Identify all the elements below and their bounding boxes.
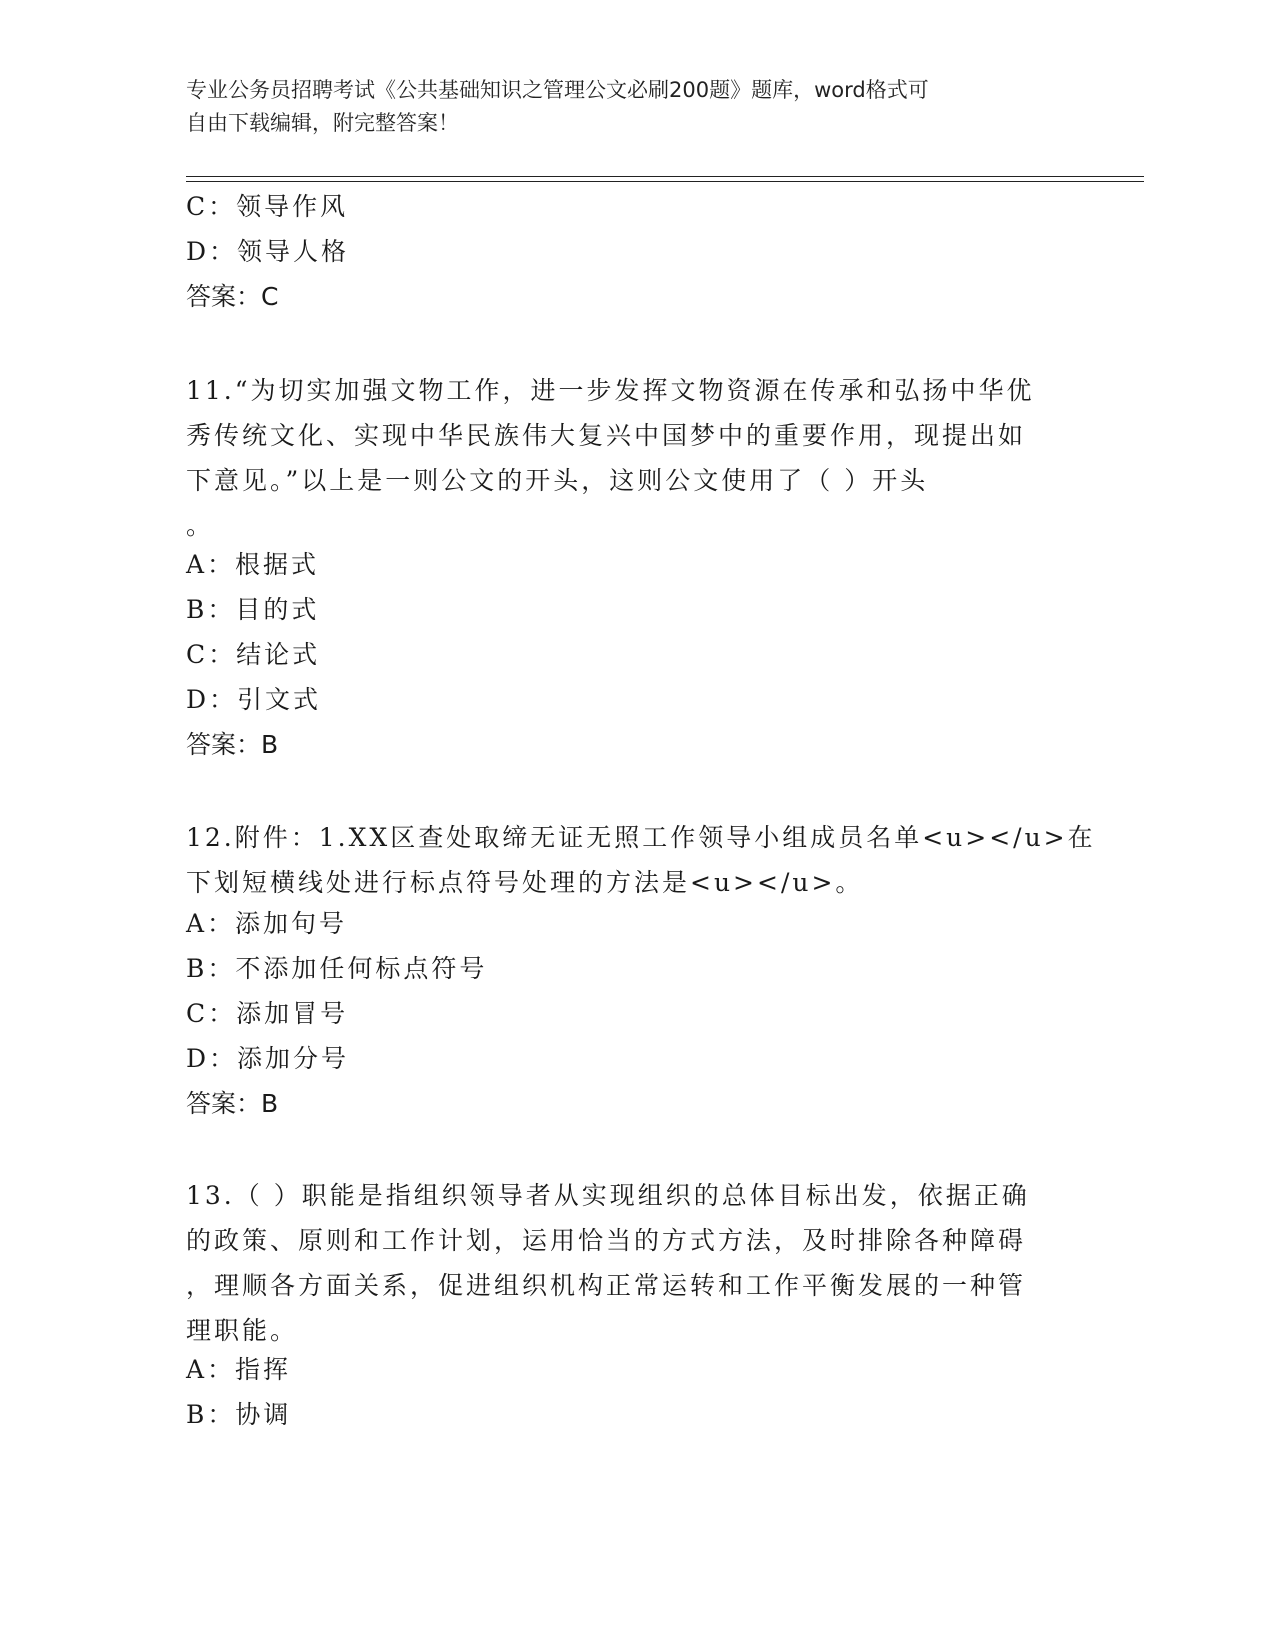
stem-line: ，理顺各方面关系，促进组织机构正常运转和工作平衡发展的一种管: [186, 1271, 1027, 1300]
stem-line: 的政策、原则和工作计划，运用恰当的方式方法，及时排除各种障碍: [186, 1226, 1027, 1255]
answer: 答案：B: [186, 730, 279, 759]
option-d: D：添加分号: [186, 1044, 350, 1073]
option-a: A：指挥: [186, 1355, 292, 1384]
option-d: D：领导人格: [186, 237, 350, 266]
option-d: D：引文式: [186, 685, 322, 714]
option-b: B：目的式: [186, 595, 320, 624]
question-13-stem: [186, 1173, 1086, 1353]
option-c: C：结论式: [186, 640, 321, 669]
header-divider-top: [186, 176, 1144, 177]
option-c: C：领导作风: [186, 192, 349, 221]
stem-line: 下意见。”以上是一则公文的开头，这则公文使用了（ ）开头: [186, 466, 929, 495]
document-header: [186, 74, 1086, 140]
option-c: C：添加冒号: [186, 999, 349, 1028]
stem-line: 理职能。: [186, 1316, 299, 1345]
answer: 答案：B: [186, 1089, 279, 1118]
option-b: B：协调: [186, 1400, 292, 1429]
stem-line: 秀传统文化、实现中华民族伟大复兴中国梦中的重要作用，现提出如: [186, 421, 1027, 450]
question-11-stem: [186, 368, 1086, 548]
option-a: A：添加句号: [186, 909, 348, 938]
option-b: B：不添加任何标点符号: [186, 954, 488, 983]
stem-line: 12.附件：1.XX区查处取缔无证无照工作领导小组成员名单<u></u>在: [186, 823, 1096, 852]
answer: 答案：C: [186, 282, 279, 311]
stem-line: 13.（ ）职能是指组织领导者从实现组织的总体目标出发，依据正确: [186, 1181, 1030, 1210]
header-line-2: 自由下载编辑，附完整答案！: [186, 111, 459, 135]
stem-line: 11.“为切实加强文物工作，进一步发挥文物资源在传承和弘扬中华优: [186, 376, 1035, 405]
question-12-stem: [186, 815, 1096, 905]
stem-line: 。: [186, 511, 215, 540]
stem-line: 下划短横线处进行标点符号处理的方法是<u></u>。: [186, 868, 864, 897]
header-line-1: 专业公务员招聘考试《公共基础知识之管理公文必刷200题》题库，word格式可: [186, 78, 929, 102]
header-divider-bottom: [186, 181, 1144, 182]
option-a: A：根据式: [186, 550, 320, 579]
